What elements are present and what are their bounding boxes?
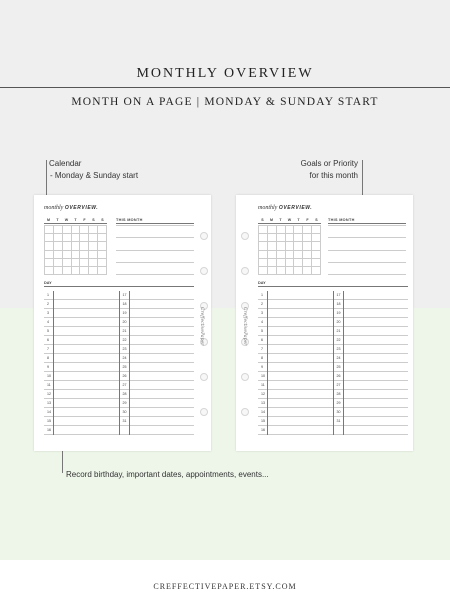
calendar-cell[interactable] (286, 234, 295, 242)
sheet-title-prefix: monthly (44, 205, 64, 211)
this-month-line[interactable] (328, 250, 406, 251)
day-row[interactable] (334, 300, 409, 309)
calendar-cell[interactable] (98, 234, 107, 242)
day-row[interactable] (334, 390, 409, 399)
sheet-title-prefix: monthly (258, 205, 278, 211)
calendar-annotation (49, 158, 138, 182)
day-row[interactable] (334, 327, 409, 336)
day-number: 15 (47, 417, 54, 426)
day-row[interactable] (258, 291, 333, 300)
day-column-left (258, 291, 333, 435)
day-number: 9 (47, 363, 54, 372)
day-number: 28 (123, 390, 130, 399)
day-number: 22 (337, 336, 344, 345)
calendar-cell[interactable] (98, 259, 107, 267)
day-row[interactable] (258, 318, 333, 327)
calendar-cell[interactable] (45, 226, 54, 234)
day-number: 14 (261, 408, 268, 417)
brand-logo: CreffectivePaper (242, 307, 247, 346)
calendar-cell[interactable] (286, 251, 295, 259)
calendar-cell[interactable] (277, 242, 286, 250)
day-number: 20 (123, 318, 130, 327)
day-number: 4 (261, 318, 268, 327)
calendar-cell[interactable] (98, 267, 107, 275)
ring-hole (241, 267, 249, 275)
calendar-cell[interactable] (63, 242, 72, 250)
record-annotation: Record birthday, important dates, appointments, events... (66, 470, 269, 479)
calendar-cell[interactable] (89, 259, 98, 267)
calendar-cell[interactable] (80, 234, 89, 242)
day-number: 16 (47, 426, 54, 435)
calendar-cell[interactable] (294, 242, 303, 250)
weekday-letter: S (101, 218, 104, 222)
day-number: 14 (47, 408, 54, 417)
sheet-title-bold: OVERVIEW. (278, 205, 313, 211)
calendar-cell[interactable] (45, 242, 54, 250)
weekday-letter: F (83, 218, 86, 222)
calendar-cell[interactable] (303, 234, 312, 242)
calendar-cell[interactable] (80, 259, 89, 267)
day-number: 29 (337, 399, 344, 408)
day-number: 13 (261, 399, 268, 408)
calendar-cell[interactable] (80, 242, 89, 250)
weekday-letter: T (56, 218, 59, 222)
calendar-cell[interactable] (45, 259, 54, 267)
day-label: DAY (44, 281, 194, 287)
day-row[interactable] (258, 300, 333, 309)
day-number: 25 (123, 363, 130, 372)
day-number: 19 (337, 309, 344, 318)
day-number: 18 (123, 300, 130, 309)
title-divider (0, 87, 450, 88)
day-number: 1 (47, 291, 54, 300)
goals-annotation-line1: Goals or Priority (300, 159, 358, 168)
day-row[interactable] (334, 381, 409, 390)
calendar-cell[interactable] (54, 242, 63, 250)
calendar-cell[interactable] (89, 234, 98, 242)
day-row[interactable] (120, 381, 195, 390)
calendar-annotation-line2: - Monday & Sunday start (50, 171, 139, 180)
day-number: 20 (337, 318, 344, 327)
day-row[interactable] (258, 390, 333, 399)
calendar-cell[interactable] (89, 226, 98, 234)
day-number: 7 (261, 345, 268, 354)
weekday-letter: T (74, 218, 77, 222)
day-row[interactable] (258, 417, 333, 426)
this-month-line[interactable] (328, 274, 406, 275)
day-row[interactable] (44, 417, 119, 426)
day-number: 10 (261, 372, 268, 381)
calendar-cell[interactable] (259, 242, 268, 250)
sheet-title-bold: OVERVIEW. (64, 205, 99, 211)
calendar-cell[interactable] (268, 259, 277, 267)
calendar-cell[interactable] (72, 259, 81, 267)
this-month-lines (116, 225, 194, 275)
background-footer (0, 560, 450, 600)
this-month-line[interactable] (116, 225, 194, 226)
day-number: 18 (337, 300, 344, 309)
day-row[interactable] (44, 390, 119, 399)
day-number: 6 (261, 336, 268, 345)
day-row[interactable] (120, 417, 195, 426)
calendar-cell[interactable] (54, 267, 63, 275)
calendar-cell[interactable] (54, 259, 63, 267)
calendar-cell[interactable] (63, 234, 72, 242)
day-row[interactable] (44, 309, 119, 318)
day-list (258, 291, 408, 435)
day-row[interactable] (258, 408, 333, 417)
day-number: 2 (261, 300, 268, 309)
day-number: 28 (337, 390, 344, 399)
calendar-cell[interactable] (286, 259, 295, 267)
day-row[interactable] (44, 408, 119, 417)
weekday-letter: S (261, 218, 264, 222)
day-row[interactable] (334, 309, 409, 318)
calendar-cell[interactable] (98, 251, 107, 259)
calendar-cell[interactable] (259, 234, 268, 242)
calendar-cell[interactable] (303, 267, 312, 275)
day-number: 12 (261, 390, 268, 399)
day-row[interactable] (334, 399, 409, 408)
day-number: 24 (123, 354, 130, 363)
day-row[interactable] (120, 291, 195, 300)
this-month-line[interactable] (116, 262, 194, 263)
day-row[interactable] (334, 354, 409, 363)
day-number: 11 (261, 381, 268, 390)
day-number: 3 (47, 309, 54, 318)
shop-url: CREFFECTIVEPAPER.ETSY.COM (153, 582, 297, 591)
this-month-line[interactable] (328, 262, 406, 263)
calendar-cell[interactable] (259, 226, 268, 234)
calendar-cell[interactable] (72, 251, 81, 259)
this-month-label: THIS MONTH (116, 218, 194, 224)
calendar-cell[interactable] (72, 226, 81, 234)
calendar-cell[interactable] (294, 251, 303, 259)
this-month-line[interactable] (116, 237, 194, 238)
calendar-cell[interactable] (268, 267, 277, 275)
calendar-cell[interactable] (45, 234, 54, 242)
day-number (337, 426, 344, 435)
day-number: 8 (261, 354, 268, 363)
sheet-title (258, 205, 312, 211)
calendar-cell[interactable] (312, 267, 321, 275)
ring-hole (241, 408, 249, 416)
day-row[interactable] (258, 345, 333, 354)
calendar-cell[interactable] (294, 234, 303, 242)
day-row[interactable] (334, 408, 409, 417)
ring-hole (200, 373, 208, 381)
day-column-left (44, 291, 119, 435)
calendar-cell[interactable] (80, 226, 89, 234)
day-column-right (333, 291, 409, 435)
day-row[interactable] (334, 336, 409, 345)
day-row[interactable] (120, 354, 195, 363)
calendar-cell[interactable] (286, 242, 295, 250)
weekday-letter: M (270, 218, 273, 222)
calendar-cell[interactable] (89, 242, 98, 250)
weekday-letter: F (306, 218, 309, 222)
day-number: 5 (47, 327, 54, 336)
day-row[interactable] (120, 408, 195, 417)
day-number: 12 (47, 390, 54, 399)
brand-logo: CreffectivePaper (199, 307, 204, 346)
day-row[interactable] (258, 309, 333, 318)
calendar-cell[interactable] (303, 259, 312, 267)
calendar-cell[interactable] (54, 226, 63, 234)
day-row[interactable] (120, 300, 195, 309)
day-number: 27 (337, 381, 344, 390)
goals-annotation (268, 158, 358, 182)
day-row[interactable] (44, 300, 119, 309)
day-number: 11 (47, 381, 54, 390)
this-month-line[interactable] (328, 237, 406, 238)
day-row[interactable] (44, 399, 119, 408)
calendar-cell[interactable] (98, 242, 107, 250)
day-column-right (119, 291, 195, 435)
calendar-cell[interactable] (268, 242, 277, 250)
day-number (123, 426, 130, 435)
day-row[interactable] (120, 327, 195, 336)
calendar-cell[interactable] (259, 267, 268, 275)
day-number: 3 (261, 309, 268, 318)
ring-hole (241, 232, 249, 240)
planner-sheet-sunday-start (236, 195, 413, 451)
day-number: 29 (123, 399, 130, 408)
calendar-cell[interactable] (303, 226, 312, 234)
day-number: 2 (47, 300, 54, 309)
day-number: 1 (261, 291, 268, 300)
day-row[interactable] (258, 426, 333, 435)
weekday-header (258, 218, 321, 224)
day-number: 21 (337, 327, 344, 336)
day-number: 17 (337, 291, 344, 300)
day-number: 31 (337, 417, 344, 426)
calendar-cell[interactable] (312, 251, 321, 259)
calendar-cell[interactable] (89, 267, 98, 275)
day-row[interactable] (120, 309, 195, 318)
calendar-cell[interactable] (54, 251, 63, 259)
calendar-cell[interactable] (277, 259, 286, 267)
calendar-cell[interactable] (294, 267, 303, 275)
day-row[interactable] (258, 399, 333, 408)
day-row[interactable] (120, 363, 195, 372)
weekday-letter: S (315, 218, 318, 222)
day-row[interactable] (44, 345, 119, 354)
day-number: 13 (47, 399, 54, 408)
calendar-cell[interactable] (277, 234, 286, 242)
this-month-label: THIS MONTH (328, 218, 406, 224)
day-number: 30 (337, 408, 344, 417)
day-number: 15 (261, 417, 268, 426)
weekday-letter: M (47, 218, 50, 222)
day-number: 10 (47, 372, 54, 381)
day-number: 17 (123, 291, 130, 300)
day-row[interactable] (334, 417, 409, 426)
calendar-cell[interactable] (312, 226, 321, 234)
weekday-letter: W (287, 218, 292, 222)
this-month-line[interactable] (116, 274, 194, 275)
calendar-cell[interactable] (294, 259, 303, 267)
ring-hole (200, 267, 208, 275)
day-row[interactable] (258, 327, 333, 336)
day-number: 8 (47, 354, 54, 363)
calendar-cell[interactable] (312, 234, 321, 242)
day-number: 6 (47, 336, 54, 345)
day-row[interactable] (44, 372, 119, 381)
day-number: 26 (337, 372, 344, 381)
weekday-header (44, 218, 107, 224)
day-row[interactable] (334, 345, 409, 354)
day-row[interactable] (120, 336, 195, 345)
calendar-cell[interactable] (268, 234, 277, 242)
day-number: 7 (47, 345, 54, 354)
day-number: 16 (261, 426, 268, 435)
calendar-cell[interactable] (89, 251, 98, 259)
day-number: 25 (337, 363, 344, 372)
sheet-title (44, 205, 98, 211)
day-row[interactable] (258, 363, 333, 372)
weekday-letter: W (64, 218, 69, 222)
day-row[interactable] (120, 399, 195, 408)
weekday-letter: T (279, 218, 282, 222)
calendar-cell[interactable] (303, 242, 312, 250)
day-number: 5 (261, 327, 268, 336)
day-row[interactable] (44, 426, 119, 435)
calendar-cell[interactable] (277, 226, 286, 234)
day-row[interactable] (120, 318, 195, 327)
this-month-lines (328, 225, 406, 275)
page-subtitle: MONTH ON A PAGE | MONDAY & SUNDAY START (71, 96, 379, 108)
this-month-line[interactable] (328, 225, 406, 226)
ring-hole (200, 232, 208, 240)
day-row[interactable] (258, 381, 333, 390)
day-row[interactable] (258, 372, 333, 381)
day-row[interactable] (44, 327, 119, 336)
calendar-cell[interactable] (277, 251, 286, 259)
calendar-cell[interactable] (286, 267, 295, 275)
day-number: 23 (123, 345, 130, 354)
day-number: 26 (123, 372, 130, 381)
calendar-cell[interactable] (72, 234, 81, 242)
day-number: 24 (337, 354, 344, 363)
day-row[interactable] (258, 354, 333, 363)
day-row[interactable] (334, 363, 409, 372)
day-row[interactable] (44, 363, 119, 372)
calendar-cell[interactable] (286, 226, 295, 234)
calendar-cell[interactable] (63, 267, 72, 275)
day-list (44, 291, 194, 435)
page-title: MONTHLY OVERVIEW (136, 66, 314, 81)
day-number: 4 (47, 318, 54, 327)
calendar-cell[interactable] (45, 267, 54, 275)
day-number: 23 (337, 345, 344, 354)
ring-hole (241, 373, 249, 381)
weekday-letter: S (92, 218, 95, 222)
day-number: 30 (123, 408, 130, 417)
calendar-annotation-line1: Calendar (49, 159, 82, 168)
calendar-cell[interactable] (259, 259, 268, 267)
calendar-grid (258, 225, 321, 275)
day-row[interactable] (334, 318, 409, 327)
day-label: DAY (258, 281, 408, 287)
calendar-cell[interactable] (303, 251, 312, 259)
calendar-cell[interactable] (80, 251, 89, 259)
calendar-cell[interactable] (54, 234, 63, 242)
day-row[interactable] (334, 372, 409, 381)
day-row[interactable] (44, 291, 119, 300)
day-number: 19 (123, 309, 130, 318)
day-row[interactable] (334, 426, 409, 435)
calendar-cell[interactable] (268, 226, 277, 234)
day-row[interactable] (44, 381, 119, 390)
calendar-cell[interactable] (45, 251, 54, 259)
calendar-cell[interactable] (98, 226, 107, 234)
calendar-cell[interactable] (72, 267, 81, 275)
calendar-cell[interactable] (72, 242, 81, 250)
day-number: 9 (261, 363, 268, 372)
calendar-cell[interactable] (268, 251, 277, 259)
calendar-cell[interactable] (63, 251, 72, 259)
calendar-cell[interactable] (63, 259, 72, 267)
calendar-cell[interactable] (63, 226, 72, 234)
day-row[interactable] (44, 318, 119, 327)
this-month-line[interactable] (116, 250, 194, 251)
calendar-cell[interactable] (312, 259, 321, 267)
goals-annotation-line2: for this month (309, 171, 358, 180)
weekday-letter: T (297, 218, 300, 222)
day-row[interactable] (120, 426, 195, 435)
calendar-grid (44, 225, 107, 275)
calendar-cell[interactable] (294, 226, 303, 234)
day-number: 27 (123, 381, 130, 390)
day-row[interactable] (44, 336, 119, 345)
day-number: 22 (123, 336, 130, 345)
day-number: 21 (123, 327, 130, 336)
day-row[interactable] (120, 372, 195, 381)
calendar-cell[interactable] (277, 267, 286, 275)
calendar-cell[interactable] (259, 251, 268, 259)
planner-sheet-monday-start (34, 195, 211, 451)
day-number: 31 (123, 417, 130, 426)
day-row[interactable] (44, 354, 119, 363)
day-row[interactable] (120, 390, 195, 399)
ring-hole (200, 408, 208, 416)
day-row[interactable] (334, 291, 409, 300)
calendar-cell[interactable] (312, 242, 321, 250)
day-row[interactable] (258, 336, 333, 345)
calendar-cell[interactable] (80, 267, 89, 275)
day-row[interactable] (120, 345, 195, 354)
